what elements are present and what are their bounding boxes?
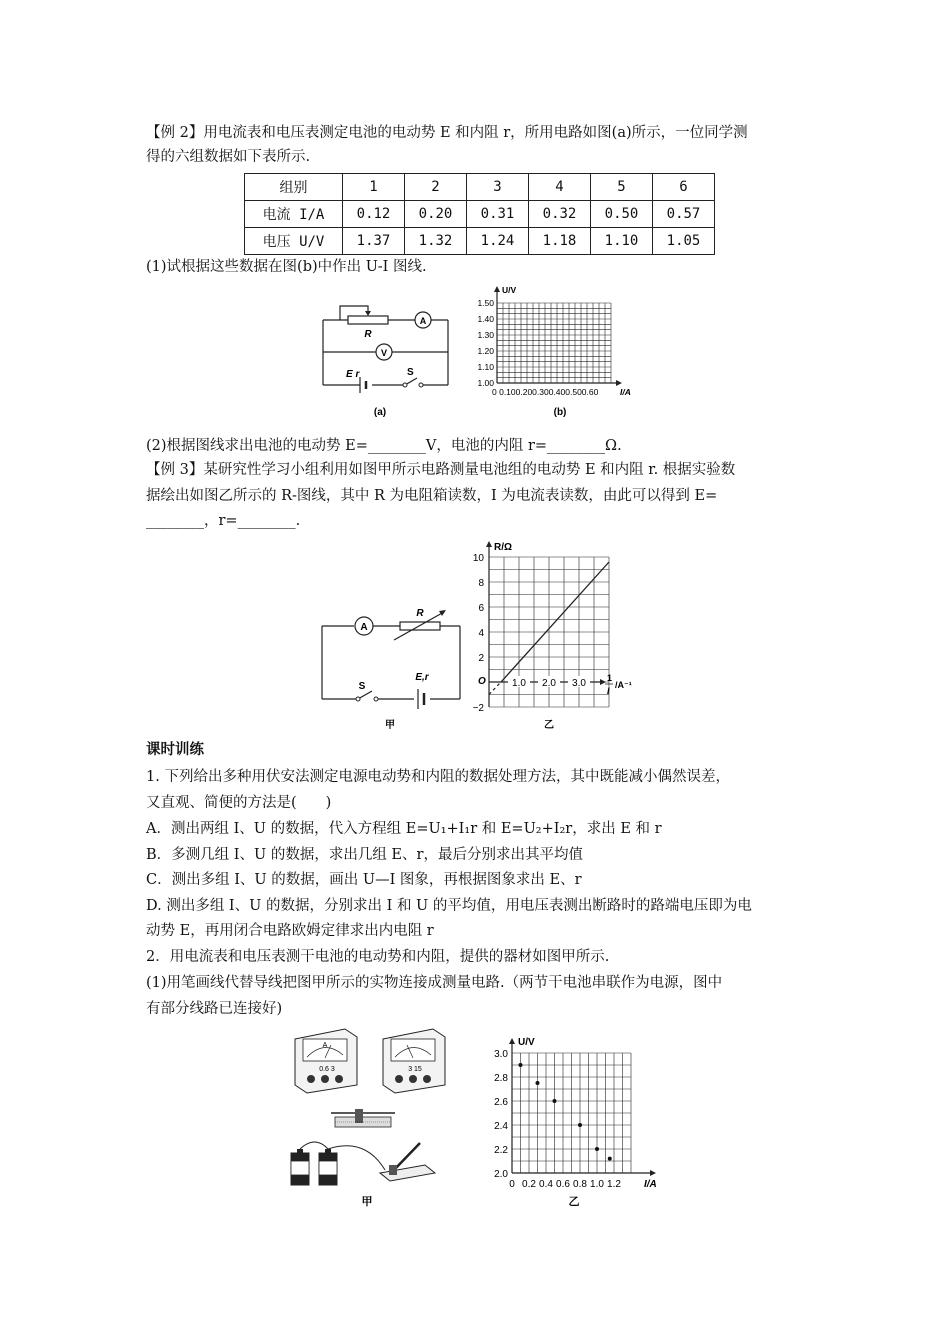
graph-yi-u-y-label: U/V [518, 1037, 535, 1048]
x-tick-labels: 0 0.100.200.300.400.500.60 [492, 387, 599, 397]
training-q1-line1: 1. 下列给出多种用伏安法测定电源电动势和内阻的数据处理方法，其中既能减小偶然误差， [146, 769, 730, 785]
training-q2-1-line2: 有部分线路已连接好) [146, 1001, 283, 1017]
y-tick-label: 8 [478, 578, 484, 589]
y-tick-label: 2.0 [494, 1169, 508, 1180]
battery-icon [291, 1142, 385, 1185]
table-cell: 组别 [245, 174, 343, 201]
graph-yi-u [482, 1033, 667, 1208]
caption-jia: 甲 [385, 720, 395, 731]
caption-b: (b) [553, 407, 567, 418]
training-q2: 2．用电流表和电压表测干电池的电动势和内阻，提供的器材如图甲所示. [146, 949, 610, 965]
training-heading: 课时训练 [146, 741, 204, 758]
table-cell: 1.05 [653, 228, 715, 255]
table-cell: 0.32 [529, 201, 591, 228]
y-tick: 1.00 [477, 378, 494, 388]
ex3-line1: 【例 3】某研究性学习小组利用如图甲所示电路测量电池组的电动势 E 和内阻 r. 根据实验数 [146, 462, 736, 478]
y-tick: 1.30 [477, 330, 494, 340]
y-tick-label: 2.4 [494, 1121, 508, 1132]
training-q1-line2: 又直观、简便的方法是( ) [146, 795, 332, 811]
voltmeter-label: V [380, 348, 388, 358]
data-point [519, 1063, 523, 1067]
origin-label: O [478, 676, 486, 687]
table-cell: 0.31 [467, 201, 529, 228]
table-cell: 0.12 [343, 201, 405, 228]
table-cell: 1.24 [467, 228, 529, 255]
y-tick-label: 2 [478, 653, 484, 664]
x-tick-label: 0 [509, 1179, 515, 1190]
table-cell: 1.18 [529, 228, 591, 255]
table-cell: 0.20 [405, 201, 467, 228]
x-tick-label: 3.0 [572, 678, 586, 689]
table-row [245, 228, 715, 255]
data-table [244, 173, 715, 255]
switch-label: S [358, 681, 366, 692]
y-tick-label: 6 [478, 603, 484, 614]
y-tick: 1.20 [477, 346, 494, 356]
table-cell: 6 [653, 174, 715, 201]
option-d-line1: D. 测出多组 I、U 的数据，分别求出 I 和 U 的平均值，用电压表测出断路时的路端电压即为电 [146, 898, 752, 914]
graph-b-y-label: U/V [502, 285, 517, 295]
ex2-intro-line2: 得的六组数据如下表所示. [146, 149, 311, 165]
ammeter-label: A [419, 316, 427, 326]
option-c: C．测出多组 I、U 的数据，画出 U—I 图象，再根据图象求出 E、r [146, 872, 582, 888]
data-point [595, 1147, 599, 1151]
training-q2-1-line1: (1)用笔画线代替导线把图甲所示的实物连接成测量电路.（两节干电池串联作为电源，图中 [146, 975, 723, 991]
x-tick-label: 0.6 [556, 1179, 570, 1190]
table-cell: 3 [467, 174, 529, 201]
x-tick-label: 0.4 [539, 1179, 553, 1190]
data-point [608, 1157, 612, 1161]
emf-label: E r [346, 369, 360, 380]
x-label-unit: /A⁻¹ [615, 680, 632, 690]
resistor-label: R [364, 329, 372, 340]
table-cell: 电压 U/V [245, 228, 343, 255]
table-cell: 0.57 [653, 201, 715, 228]
svg-text:3 15: 3 15 [408, 1066, 422, 1073]
switch-label: S [407, 367, 414, 378]
data-point [578, 1123, 582, 1127]
x-tick-label: 0.2 [522, 1179, 536, 1190]
rheostat-icon [331, 1109, 395, 1127]
caption-apparatus: 甲 [361, 1196, 373, 1208]
x-label-den: I [607, 686, 610, 696]
y-tick: 1.40 [477, 314, 494, 324]
option-a: A．测出两组 I、U 的数据，代入方程组 E=U₁+I₁r 和 E=U₂+I₂r，求出 E 和 r [146, 821, 662, 837]
svg-text:0.6 3: 0.6 3 [319, 1066, 335, 1073]
table-cell: 1.37 [343, 228, 405, 255]
x-tick-label: 1.0 [590, 1179, 604, 1190]
table-row [245, 201, 715, 228]
graph-yi-r [462, 538, 637, 738]
caption-yi-u: 乙 [568, 1196, 580, 1208]
y-tick-label: 10 [472, 553, 484, 564]
ammeter-device-icon [295, 1029, 357, 1093]
x-label-num: 1 [607, 673, 613, 683]
emf-label: E,r [415, 672, 429, 683]
ex2-intro-line1: 【例 2】用电流表和电压表测定电池的电动势 E 和内阻 r，所用电路如图(a)所示，一位同学测 [146, 125, 748, 141]
table-cell: 0.50 [591, 201, 653, 228]
graph-line-solid [501, 562, 609, 682]
y-tick-label: 2.6 [494, 1097, 508, 1108]
graph-yi-u-x-label: I/A [644, 1179, 657, 1190]
table-row [245, 174, 715, 201]
graph-b [462, 283, 652, 423]
y-tick-label: 4 [478, 628, 484, 639]
table-cell: 1.32 [405, 228, 467, 255]
circuit-jia-diagram [318, 604, 466, 734]
y-tick: 1.10 [477, 362, 494, 372]
graph-line-dashed [489, 682, 501, 695]
ex3-line2: 据绘出如图乙所示的 R-图线，其中 R 为电阻箱读数，I 为电流表读数，由此可以得到 E= [146, 488, 718, 504]
y-tick-label: 2.8 [494, 1073, 508, 1084]
x-tick-label: 1.0 [512, 678, 526, 689]
data-point [553, 1099, 557, 1103]
caption-yi: 乙 [544, 720, 554, 731]
option-b: B．多测几组 I、U 的数据，求出几组 E、r，最后分别求出其平均值 [146, 847, 583, 863]
table-cell: 1 [343, 174, 405, 201]
svg-text:A: A [322, 1042, 328, 1049]
y-tick: 1.50 [477, 298, 494, 308]
x-tick-label: 1.2 [607, 1179, 621, 1190]
y-tick-label: −2 [472, 703, 484, 714]
caption-a: (a) [373, 407, 387, 418]
y-tick-label: 2.2 [494, 1145, 508, 1156]
resistor-label: R [416, 608, 424, 619]
knife-switch-icon [380, 1143, 435, 1181]
table-cell: 2 [405, 174, 467, 201]
ex2-question-1: (1)试根据这些数据在图(b)中作出 U-I 图线. [146, 259, 427, 275]
x-tick-label: 2.0 [542, 678, 556, 689]
y-tick-label: 3.0 [494, 1049, 508, 1060]
graph-yi-y-label: R/Ω [494, 542, 513, 553]
graph-b-x-label: I/A [620, 387, 631, 397]
option-d-line2: 动势 E，再用闭合电路欧姆定律求出内电阻 r [146, 923, 434, 939]
apparatus-illustration [285, 1025, 455, 1215]
circuit-a-diagram [318, 300, 453, 425]
ex2-question-2: (2)根据图线求出电池的电动势 E=________V，电池的内阻 r=________Ω. [146, 438, 622, 454]
voltmeter-device-icon [383, 1029, 445, 1093]
table-cell: 4 [529, 174, 591, 201]
data-point [536, 1081, 540, 1085]
table-cell: 电流 I/A [245, 201, 343, 228]
x-tick-label: 0.8 [573, 1179, 587, 1190]
ex3-line3: ________，r=________. [146, 513, 301, 529]
ammeter-label: A [360, 622, 368, 633]
table-cell: 5 [591, 174, 653, 201]
table-cell: 1.10 [591, 228, 653, 255]
